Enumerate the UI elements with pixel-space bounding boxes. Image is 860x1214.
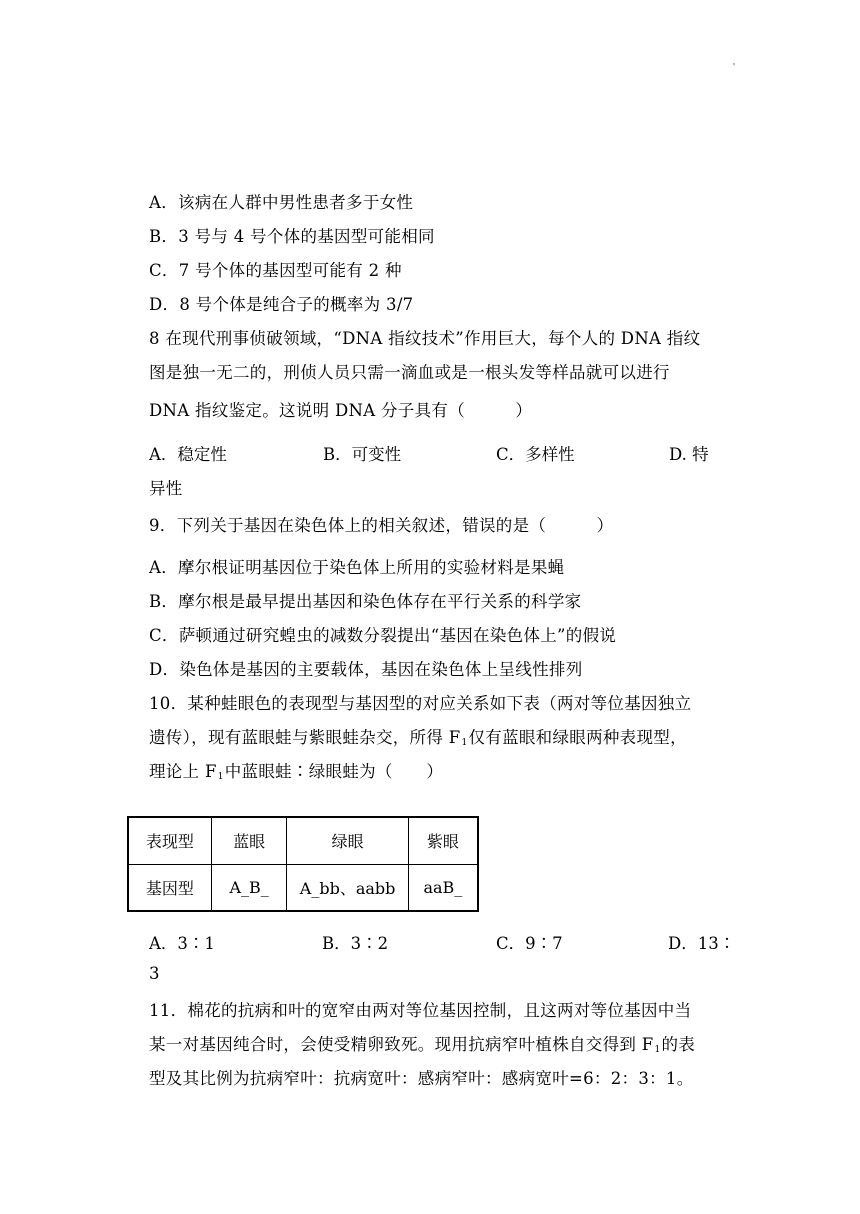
- q10-stem-line1: 10．某种蛙眼色的表现型与基因型的对应关系如下表（两对等位基因独立: [149, 694, 692, 713]
- q10-stem-line3: [149, 758, 443, 782]
- q8-stem-line2: 图是独一无二的，刑侦人员只需一滴血或是一根头发等样品就可以进行: [149, 363, 670, 382]
- table-header-cell: 紫眼: [408, 817, 478, 864]
- q8-option-d-wrap: 异性: [149, 479, 183, 498]
- table-header-cell: 表现型: [128, 817, 211, 864]
- table-header-cell: 绿眼: [287, 817, 408, 864]
- q9-option-a: A．摩尔根证明基因位于染色体上所用的实验材料是果蝇: [149, 558, 565, 577]
- q10-option-c: C．9∶7: [496, 934, 563, 953]
- q10-line3-pre: 理论上 F: [149, 762, 217, 781]
- q10-option-d: D．13∶: [668, 934, 736, 953]
- q10-option-a: A．3∶1: [149, 934, 215, 953]
- q11-stem-line1: 11．棉花的抗病和叶的宽窄由两对等位基因控制，且这两对等位基因中当: [149, 1001, 692, 1020]
- q8-option-b: B．可变性: [323, 445, 402, 464]
- q7-option-d: D．8 号个体是纯合子的概率为 3/7: [149, 295, 414, 314]
- q7-option-b: B．3 号与 4 号个体的基因型可能相同: [149, 227, 435, 246]
- q7-option-c: C．7 号个体的基因型可能有 2 种: [149, 261, 402, 280]
- q8-stem-line3: DNA 指纹鉴定。这说明 DNA 分子具有（ ）: [149, 401, 533, 420]
- q8-option-c: C．多样性: [496, 445, 575, 464]
- q10-line2-subscript: 1: [461, 738, 468, 748]
- q9-option-b: B．摩尔根是最早提出基因和染色体存在平行关系的科学家: [149, 592, 582, 611]
- q9-option-d: D．染色体是基因的主要载体，基因在染色体上呈线性排列: [149, 660, 583, 679]
- q9-option-c: C．萨顿通过研究蝗虫的减数分裂提出“基因在染色体上”的假说: [149, 626, 617, 645]
- table-cell: 基因型: [128, 864, 211, 911]
- q10-stem-line2: [149, 724, 687, 748]
- q11-line2-subscript: 1: [654, 1045, 661, 1055]
- q11-line2-post: 的表: [661, 1035, 696, 1054]
- genotype-table: [127, 816, 479, 912]
- q9-stem: 9．下列关于基因在染色体上的相关叙述，错误的是（ ）: [149, 516, 614, 535]
- q10-line3-subscript: 1: [217, 772, 224, 782]
- table-row: [128, 864, 478, 911]
- q10-line2-post: 仅有蓝眼和绿眼两种表现型，: [468, 728, 687, 747]
- corner-mark: ': [733, 62, 735, 73]
- q10-option-d-wrap: 3: [149, 964, 160, 983]
- table-cell: aaB_: [408, 864, 478, 911]
- table-header-cell: 蓝眼: [211, 817, 287, 864]
- q10-line3-post: 中蓝眼蛙∶绿眼蛙为（ ）: [224, 762, 444, 781]
- table-cell: A_B_: [211, 864, 287, 911]
- q10-option-b: B．3∶2: [322, 934, 389, 953]
- q11-stem-line2: [149, 1031, 695, 1055]
- q8-option-a: A．稳定性: [149, 445, 227, 464]
- table-header-row: [128, 817, 478, 864]
- q8-stem-line1: 8 在现代刑事侦破领域，“DNA 指纹技术”作用巨大，每个人的 DNA 指纹: [149, 329, 701, 348]
- q8-option-d: D. 特: [669, 445, 709, 464]
- table-cell: A_bb、aabb: [287, 864, 408, 911]
- q11-stem-line3: 型及其比例为抗病窄叶：抗病宽叶：感病窄叶：感病宽叶=6：2：3：1。: [149, 1069, 694, 1088]
- q10-line2-pre: 遗传），现有蓝眼蛙与紫眼蛙杂交，所得 F: [149, 728, 461, 747]
- q7-option-a: A．该病在人群中男性患者多于女性: [149, 193, 414, 212]
- q11-line2-pre: 某一对基因纯合时，会使受精卵致死。现用抗病窄叶植株自交得到 F: [149, 1035, 654, 1054]
